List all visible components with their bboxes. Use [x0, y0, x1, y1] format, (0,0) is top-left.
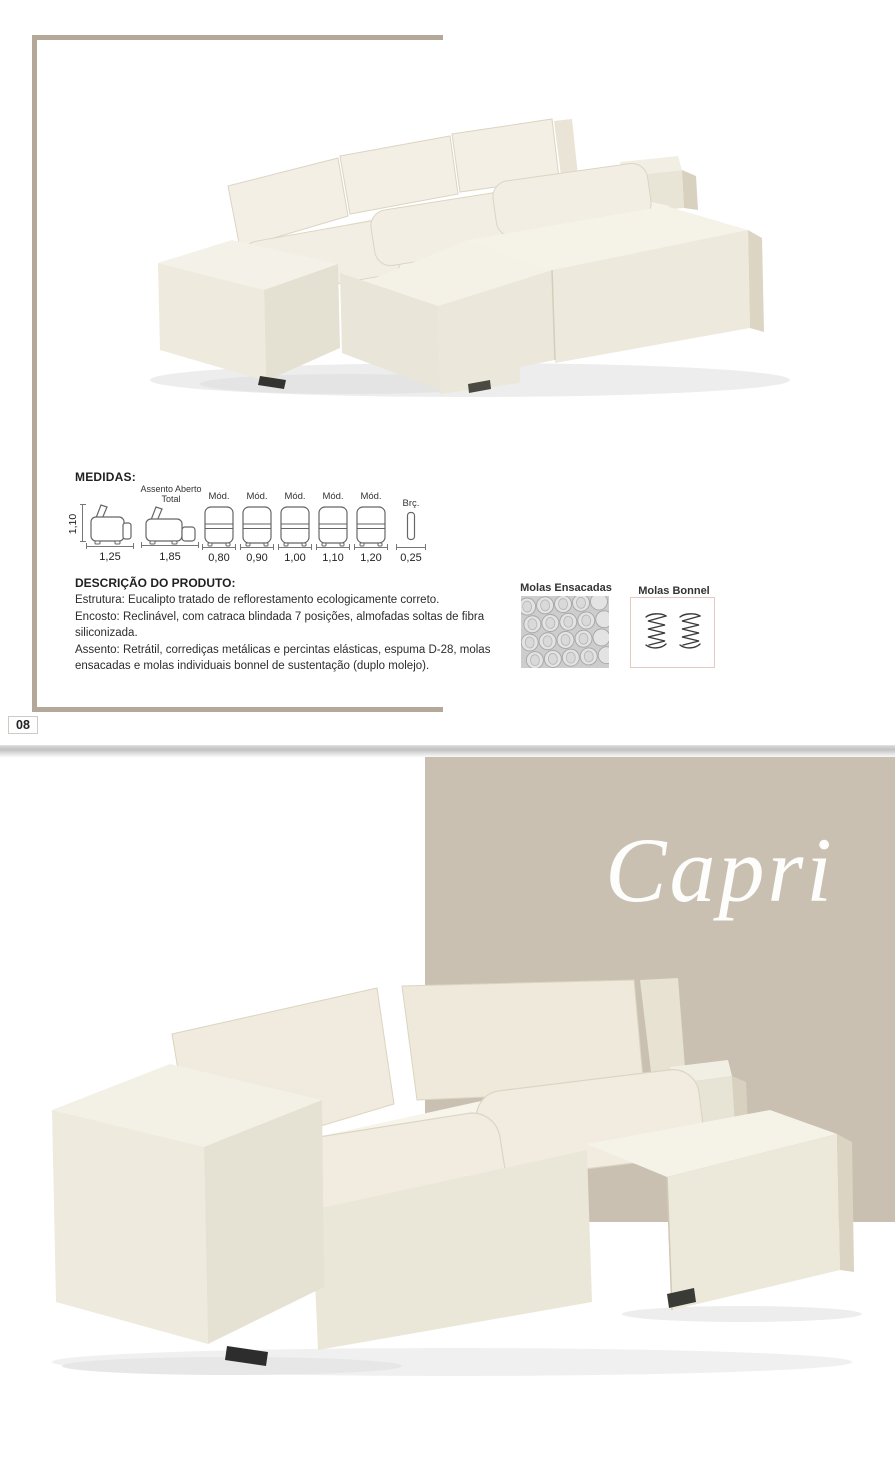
module-width: 1,00: [284, 552, 306, 564]
molas-bonnel-label: Molas Bonnel: [638, 585, 710, 597]
module-width: 1,20: [360, 552, 382, 564]
sofa-photo-top: [100, 88, 810, 408]
arm-front-icon: [405, 511, 417, 542]
diagram-sofa-open: [138, 484, 204, 566]
arm-label: Brç.: [402, 498, 420, 509]
module-label: Mód.: [284, 491, 306, 502]
sofa-side-closed-icon: [88, 500, 134, 546]
product-description-title: DESCRIÇÃO DO PRODUTO:: [75, 576, 236, 590]
pocket-springs-icon: [521, 596, 609, 668]
description-line-assento: Assento: Retrátil, corrediças metálicas e percintas elásticas, espuma D-28, molas ensacadas e molas individuais bonnel de sustentação (duplo molejo).: [75, 643, 491, 672]
module-front-icon: [279, 505, 311, 547]
molas-bonnel-box: [630, 597, 715, 668]
diagram-module-2: [240, 492, 274, 566]
medidas-title: MEDIDAS:: [75, 470, 136, 484]
frame-border-top: [32, 35, 443, 40]
diagram-module-5: [354, 492, 388, 566]
height-dim-label: 1,10: [67, 513, 79, 535]
sofa-photo-bottom: [22, 972, 872, 1382]
sofa-side-open-icon: [143, 506, 199, 546]
bonnel-spring-icon: [642, 611, 704, 655]
sofa-bottom-illustration: [22, 972, 872, 1382]
width-dim-line: [354, 543, 388, 548]
diagram-arm: [392, 499, 430, 566]
molas-ensacadas-label: Molas Ensacadas: [520, 582, 612, 594]
module-label: Mód.: [246, 491, 268, 502]
open-seat-label: Assento Aberto Total: [140, 484, 202, 504]
height-dim-line: [82, 504, 87, 542]
width-dim-line: [86, 542, 134, 547]
diagram-module-1: [202, 492, 236, 566]
width-dim-line: [240, 543, 274, 548]
frame-border-left: [32, 35, 37, 712]
width-dim-line: [316, 543, 350, 548]
module-label: Mód.: [322, 491, 344, 502]
width-dim-line: [396, 543, 426, 548]
module-width: 1,10: [322, 552, 344, 564]
product-name: Capri: [605, 819, 835, 921]
module-front-icon: [355, 505, 387, 547]
module-label: Mód.: [208, 491, 230, 502]
module-front-icon: [203, 505, 235, 547]
sofa-top-illustration: [100, 88, 810, 408]
diagram-sofa-closed: [67, 496, 134, 566]
arm-width: 0,25: [400, 552, 422, 564]
module-front-icon: [317, 505, 349, 547]
catalog-page-bottom: [0, 757, 895, 1465]
diagram-module-4: [316, 492, 350, 566]
width-dim-line: [202, 543, 236, 548]
module-width: 0,80: [208, 552, 230, 564]
product-description: [75, 592, 507, 675]
module-label: Mód.: [360, 491, 382, 502]
diagram-module-3: [278, 492, 312, 566]
width-dim-label: 1,85: [159, 551, 181, 563]
description-line-estrutura: Estrutura: Eucalipto tratado de reflorestamento ecologicamente correto.: [75, 594, 440, 606]
molas-ensacadas-photo: [521, 596, 609, 668]
frame-border-bottom: [32, 707, 443, 712]
page-number: 08: [8, 716, 38, 734]
width-dim-line: [278, 543, 312, 548]
description-line-encosto: Encosto: Reclinável, com catraca blindada 7 posições, almofadas soltas de fibra siliconizada.: [75, 610, 485, 639]
width-dim-line: [141, 541, 199, 546]
module-width: 0,90: [246, 552, 268, 564]
width-dim-label: 1,25: [99, 551, 121, 563]
section-divider: [0, 745, 895, 757]
module-front-icon: [241, 505, 273, 547]
